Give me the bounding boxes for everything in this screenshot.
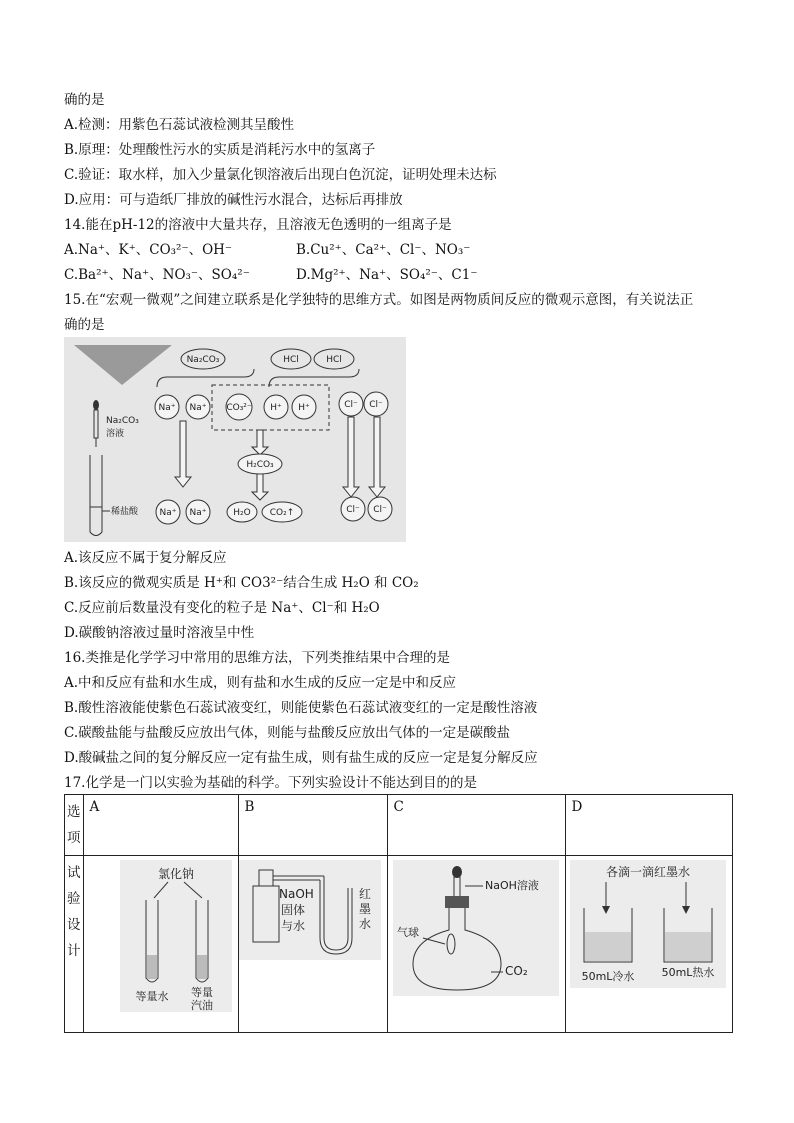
- arrow-cl-1: [343, 417, 359, 497]
- fig-c-naoh-label: NaOH溶液: [484, 879, 539, 892]
- fig-a-equal-label: 等量: [190, 986, 213, 999]
- fig-b-water-label: 与水: [280, 919, 305, 933]
- fig-c-co2-label: CO₂: [504, 964, 528, 978]
- h-ion-1-label: H⁺: [270, 403, 282, 413]
- hcl-label-2: HCl: [326, 355, 342, 365]
- table-design-row: [65, 856, 733, 1033]
- q13-option-d: D.应用：可与造纸厂排放的碱性污水混合，达标后再排放: [64, 192, 403, 208]
- q16-option-c: C.碳酸盐能与盐酸反应放出气体，则能与盐酸反应放出气体的一定是碳酸盐: [64, 725, 511, 741]
- na-ion-4-label: Na⁺: [189, 508, 207, 518]
- fig-c-balloon-label: 气球: [396, 926, 419, 939]
- q16-option-a: A.中和反应有盐和水生成，则有盐和水生成的反应一定是中和反应: [64, 675, 457, 691]
- co3-ion-label: CO₃²⁻: [226, 403, 252, 413]
- q17-stem: 17.化学是一门以实验为基础的科学。下列实验设计不能达到目的的是: [64, 775, 477, 791]
- arrow-cl-2: [369, 417, 385, 497]
- na2co3-top-label: Na₂CO₃: [186, 355, 220, 365]
- fig-d-hot-label: 50mL热水: [661, 966, 714, 979]
- decor-triangle: [74, 345, 172, 385]
- arrow-na: [175, 421, 191, 487]
- col-b-header: B: [238, 795, 387, 856]
- fig-d-top-label: 各滴一滴红墨水: [605, 865, 690, 879]
- balloon-icon: [447, 934, 455, 954]
- fig-d-cold-label: 50mL冷水: [581, 970, 634, 983]
- flask-icon: [253, 886, 279, 942]
- q15-reaction-diagram: [64, 337, 406, 542]
- q17-options-table: [64, 794, 733, 1033]
- row-label-options: 选 项: [65, 795, 84, 856]
- fig-b-solid-label: 固体: [280, 903, 305, 917]
- q15-option-a: A.该反应不属于复分解反应: [64, 550, 227, 566]
- fig-a-water-label: 等量水: [135, 990, 168, 1003]
- fig-c-flask: [393, 860, 559, 996]
- q15-stem-line2: 确的是: [64, 317, 105, 333]
- cl-ion-1-label: Cl⁻: [344, 400, 358, 410]
- fig-b-ink-3: 水: [358, 917, 371, 931]
- round-flask-icon: [413, 908, 501, 990]
- dropper-label-1: Na₂CO₃: [106, 416, 139, 426]
- table-header-row: [65, 795, 733, 856]
- cell-d: [565, 856, 732, 1033]
- fig-a-test-tubes: [120, 860, 232, 1012]
- hcl-label-1: HCl: [283, 355, 299, 365]
- co2-label: CO₂↑: [269, 508, 295, 518]
- tube-label: 稀盐酸: [111, 507, 139, 517]
- q15-option-b: B.该反应的微观实质是 H⁺和 CO3²⁻结合生成 H₂O 和 CO₂: [64, 575, 419, 591]
- na-ion-1-label: Na⁺: [158, 403, 176, 413]
- q15-stem-line1: 15.在“宏观一微观”之间建立联系是化学独特的思维方式。如图是两物质间反应的微观示意图，有关说法正: [64, 292, 694, 308]
- arrow-to-h2co3: [252, 430, 268, 455]
- dropper-bulb-icon: [452, 866, 462, 878]
- na-ion-2-label: Na⁺: [189, 403, 207, 413]
- dropper-label-2: 溶液: [106, 429, 125, 439]
- q14-option-c: C.Ba²⁺、Na⁺、NO₃⁻、SO₄²⁻: [64, 267, 250, 283]
- brace-right: [269, 369, 359, 387]
- na-ion-3-label: Na⁺: [159, 508, 177, 518]
- q16-option-b: B.酸性溶液能使紫色石蕊试液变红，则能使紫色石蕊试液变红的一定是酸性溶液: [64, 700, 538, 716]
- fig-b-ink-2: 墨: [358, 902, 371, 916]
- cell-a: [83, 856, 238, 1033]
- col-d-header: D: [565, 795, 732, 856]
- q14-option-b: B.Cu²⁺、Ca²⁺、Cl⁻、NO₃⁻: [296, 242, 471, 258]
- fig-b-naoh-label: NaOH: [278, 887, 314, 901]
- q15-diagram-svg: [64, 337, 406, 542]
- q13-option-c: C.验证：取水样，加入少量氯化钡溶液后出现白色沉淀，证明处理未达标: [64, 167, 497, 183]
- fig-b-u-tube: [239, 860, 381, 960]
- q13-option-a: A.检测：用紫色石蕊试液检测其呈酸性: [64, 117, 295, 133]
- q15-option-d: D.碳酸钠溶液过量时溶液呈中性: [64, 625, 255, 641]
- q14-option-a: A.Na⁺、K⁺、CO₃²⁻、OH⁻: [64, 242, 233, 258]
- cell-c: [387, 856, 565, 1033]
- cl-ion-4-label: Cl⁻: [373, 505, 387, 515]
- h-ion-2-label: H⁺: [298, 403, 310, 413]
- q13-tail: 确的是: [64, 92, 105, 108]
- test-tube-icon: [90, 455, 102, 536]
- cl-ion-3-label: Cl⁻: [346, 505, 360, 515]
- fig-a-top-label: 氯化钠: [157, 867, 194, 881]
- h2co3-label: H₂CO₃: [246, 460, 274, 470]
- arrow-to-products: [252, 473, 268, 500]
- q14-option-d: D.Mg²⁺、Na⁺、SO₄²⁻、C1⁻: [296, 267, 478, 283]
- dropper-icon: [93, 400, 99, 447]
- q14-stem: 14.能在pH-12的溶液中大量共存，且溶液无色透明的一组离子是: [64, 217, 452, 233]
- q16-stem: 16.类推是化学学习中常用的思维方法，下列类推结果中合理的是: [64, 650, 450, 666]
- row-label-design: 试 验 设 计: [65, 856, 84, 1033]
- fig-b-ink-1: 红: [358, 887, 371, 901]
- q13-option-b: B.原理：处理酸性污水的实质是消耗污水中的氢离子: [64, 142, 376, 158]
- col-a-header: A: [83, 795, 238, 856]
- q16-option-d: D.酸碱盐之间的复分解反应一定有盐生成，则有盐生成的反应一定是复分解反应: [64, 750, 538, 766]
- fig-d-beakers: [570, 860, 726, 988]
- fig-a-gasoline-label: 汽油: [190, 999, 213, 1012]
- col-c-header: C: [387, 795, 565, 856]
- brace-left: [157, 369, 254, 387]
- cell-b: [238, 856, 387, 1033]
- cl-ion-2-label: Cl⁻: [369, 400, 383, 410]
- q15-option-c: C.反应前后数量没有变化的粒子是 Na⁺、Cl⁻和 H₂O: [64, 600, 380, 616]
- u-tube-icon: [324, 876, 348, 950]
- h2o-label: H₂O: [233, 508, 251, 518]
